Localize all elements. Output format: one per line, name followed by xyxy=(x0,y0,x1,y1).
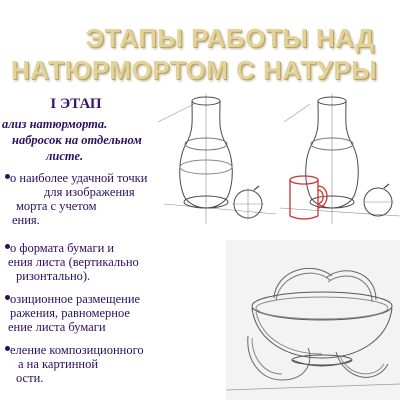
bullet-3 xyxy=(8,292,141,334)
bullet-3-line-2: ражения, равномерное xyxy=(10,306,130,320)
bullet-4-line-3: ости. xyxy=(16,371,44,385)
bullet-2-line-1: о формата бумаги и xyxy=(10,241,115,255)
bullet-4-line-2: а на картинной xyxy=(18,357,99,371)
bullet-dot xyxy=(5,174,10,179)
bullet-dot xyxy=(5,244,10,249)
bullet-2-line-2: ения листа (вертикально xyxy=(8,255,139,269)
bullet-1-line-1: о наиболее удачной точки xyxy=(10,171,148,185)
page-title-line-2: НАТЮРМОРТОМ С НАТУРЫ xyxy=(10,55,378,85)
sketch-vase-mug-sphere xyxy=(280,92,400,232)
bullet-1-line-2: для изображения xyxy=(44,185,135,199)
bullet-2 xyxy=(8,241,139,283)
sketch-vase-sphere xyxy=(158,92,278,232)
bullet-1-line-4: ения. xyxy=(12,213,40,227)
sketch-bowl-fruits xyxy=(226,240,400,400)
bullet-4 xyxy=(10,343,144,385)
stage-heading: I ЭТАП xyxy=(50,96,102,112)
bullet-4-line-1: еление композиционного xyxy=(10,343,144,357)
bullet-2-line-3: ризонтально). xyxy=(16,269,91,283)
bullet-3-line-1: озиционное размещение xyxy=(10,292,141,306)
page-title-line-1: ЭТАПЫ РАБОТЫ НАД xyxy=(85,23,375,53)
bullet-1 xyxy=(10,171,148,227)
bullet-dot xyxy=(5,346,10,351)
bullet-dot xyxy=(5,295,10,300)
subtitle-line-1: ализ натюрморта. xyxy=(2,117,108,131)
subtitle-line-3: листе. xyxy=(46,149,84,163)
bullet-3-line-3: ение листа бумаги xyxy=(8,320,106,334)
bullet-1-line-3: морта с учетом xyxy=(16,199,97,213)
subtitle-line-2: набросок на отдельном xyxy=(12,133,142,147)
